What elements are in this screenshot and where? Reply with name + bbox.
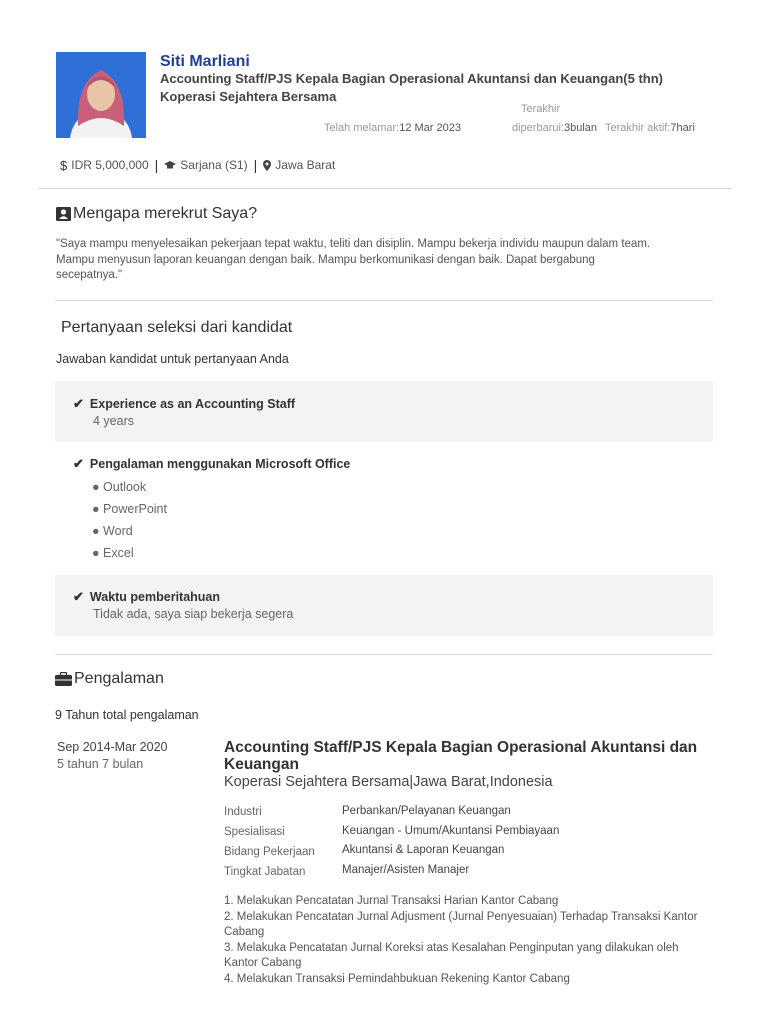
detail-value-position-level: Manajer/Asisten Manajer (342, 864, 470, 876)
duty-item: 4. Melakukan Transaksi Pemindahbukuan Rekening Kantor Cabang (224, 972, 570, 985)
job-duties (224, 894, 704, 987)
experience-duration: 5 tahun 7 bulan (57, 757, 144, 771)
applied-value: 12 Mar 2023 (399, 122, 461, 134)
experience-company: Koperasi Sejahtera Bersama|Jawa Barat,Indonesia (224, 774, 553, 790)
screening-answer-3 (55, 575, 713, 636)
duty-item: 1. Melakukan Pencatatan Jurnal Transaksi Harian Kantor Cabang (224, 895, 559, 907)
updated-label-line2: diperbarui: (512, 122, 564, 134)
expected-salary: IDR 5,000,000 (71, 158, 149, 172)
detail-value-field: Akuntansi & Laporan Keuangan (342, 844, 505, 856)
list-item: ● Outlook (92, 480, 147, 494)
location-pin-icon (263, 160, 271, 171)
duty-item: 2. Melakukan Pencatatan Jurnal Adjusment (Jurnal Penyesuaian) Terhadap Transaksi Kantor Cabang (224, 910, 698, 938)
applied-date (324, 118, 461, 136)
applied-label: Telah melamar: (324, 122, 400, 134)
check-icon: ✔ (73, 589, 84, 604)
detail-value-specialization: Keuangan - Umum/Akuntansi Pembiayaan (342, 825, 560, 837)
avatar (56, 52, 146, 138)
last-updated (512, 118, 597, 136)
person-badge-icon (56, 207, 71, 221)
candidate-summary (60, 157, 335, 173)
job-years: (5 thn) (623, 71, 663, 86)
question-2-text: Pengalaman menggunakan Microsoft Office (89, 457, 351, 471)
question-3-text: Waktu pemberitahuan (89, 590, 221, 604)
list-item: ● Word (92, 524, 133, 538)
experience-job-title: Accounting Staff/PJS Kepala Bagian Operasional Akuntansi dan Keuangan (224, 739, 698, 773)
avatar-photo (56, 52, 146, 138)
screening-subtitle: Jawaban kandidat untuk pertanyaan Anda (56, 352, 289, 366)
divider (55, 300, 713, 301)
check-icon: ✔ (73, 456, 84, 471)
detail-label-industry: Industri (224, 806, 262, 818)
updated-label-line1: Terakhir (521, 103, 561, 115)
separator: | (154, 157, 159, 173)
list-item: ● Excel (92, 546, 134, 560)
last-active (605, 118, 695, 136)
divider (38, 188, 731, 189)
briefcase-icon (55, 672, 72, 686)
current-job-title (160, 71, 663, 86)
detail-label-specialization: Spesialisasi (224, 826, 285, 838)
why-hire-text: "Saya mampu menyelesaikan pekerjaan tepat waktu, teliti dan disiplin. Mampu bekerja individu maupun dalam team. Mampu menyusun laporan keuangan dengan baik. Mampu berkomunikasi dengan baik. Dapat bergabung secepatnya." (56, 238, 651, 281)
experience-title: Pengalaman (74, 670, 164, 687)
total-experience: 9 Tahun total pengalaman (55, 708, 199, 722)
updated-value: 3bulan (563, 122, 598, 134)
active-value: 7hari (670, 122, 695, 134)
screening-title: Pertanyaan seleksi dari kandidat (61, 319, 293, 336)
job-title-text: Accounting Staff/PJS Kepala Bagian Operasional Akuntansi dan Keuangan (160, 71, 624, 86)
divider (55, 654, 713, 655)
duty-item: 3. Melakuka Pencatatan Jurnal Koreksi atas Kesalahan Penginputan yang dilakukan oleh Kantor Cabang (224, 941, 679, 969)
location: Jawa Barat (275, 158, 336, 172)
dollar-icon: $ (60, 157, 68, 173)
answer-3: Tidak ada, saya siap bekerja segera (93, 607, 294, 621)
screening-answer-2 (55, 443, 713, 575)
education-level: Sarjana (S1) (180, 158, 248, 172)
question-1 (73, 396, 295, 412)
answer-1: 4 years (93, 414, 134, 428)
detail-value-industry: Perbankan/Pelayanan Keuangan (342, 805, 511, 817)
current-company: Koperasi Sejahtera Bersama (160, 89, 337, 104)
question-3 (73, 589, 220, 605)
list-item: ● PowerPoint (92, 502, 167, 516)
check-icon: ✔ (73, 396, 84, 411)
detail-label-position-level: Tingkat Jabatan (224, 866, 306, 878)
screening-answer-1 (55, 381, 713, 442)
detail-label-field: Bidang Pekerjaan (224, 846, 315, 858)
experience-period: Sep 2014-Mar 2020 (57, 740, 168, 754)
experience-heading (55, 670, 164, 688)
graduation-cap-icon (164, 160, 176, 170)
question-2 (73, 456, 350, 472)
why-hire-heading (56, 205, 257, 223)
question-1-text: Experience as an Accounting Staff (89, 397, 296, 411)
active-label: Terakhir aktif: (605, 122, 671, 134)
separator: | (253, 157, 258, 173)
candidate-name[interactable]: Siti Marliani (160, 53, 250, 70)
why-hire-title: Mengapa merekrut Saya? (73, 205, 258, 222)
